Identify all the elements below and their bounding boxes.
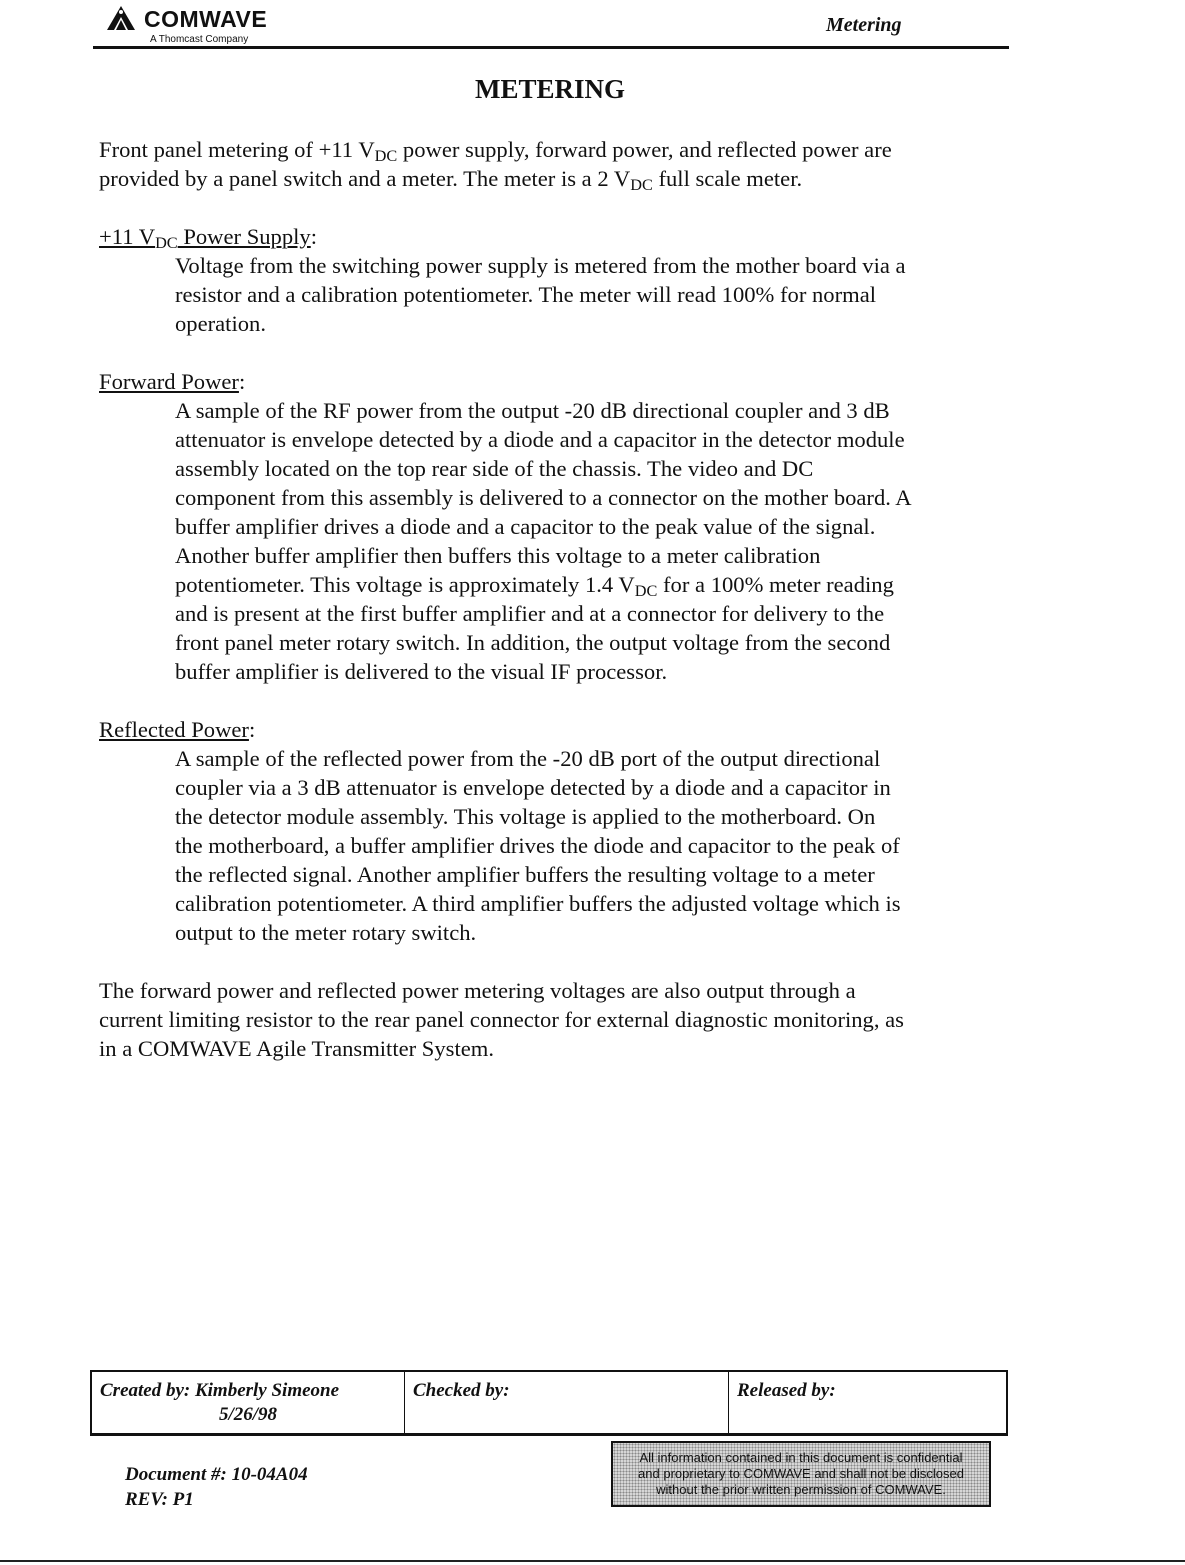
created-by-cell: Created by: Kimberly Simeone 5/26/98 <box>92 1372 405 1433</box>
footer-divider <box>0 1560 1185 1562</box>
forward-power-paragraph: A sample of the RF power from the output -20 dB directional coupler and 3 dB attenuator is envelope detected by a diode and a capacitor in the detector module assembly located on the top rear side of the chassis. The video and DC component from this assembly is delivered to a connector on the mother board. A buffer amplifier drives a diode and a capacitor to the peak value of the signal. Another buffer amplifier then buffers this voltage to a meter calibration potentiometer. This voltage is approximately 1.4 $V_{DC}$ for a 100% meter reading and is present at the first buffer amplifier and at a connector for delivery to the front panel meter rotary switch. In addition, the output voltage from the second buffer amplifier is delivered to the visual IF processor. <box>175 398 912 684</box>
header-divider <box>93 46 1009 49</box>
document-revision: REV: P1 <box>125 1489 194 1510</box>
section-name: Metering <box>826 14 902 36</box>
reflected-power-heading: Reflected Power: <box>99 717 256 742</box>
power-supply-paragraph: Voltage from the switching power supply is metered from the mother board via a resistor and a calibration potentiometer. The meter will read 100% for normal operation. <box>175 253 906 336</box>
checked-by-cell: Checked by: <box>405 1372 729 1433</box>
logo-subtitle: A Thomcast Company <box>150 34 249 45</box>
document-number: Document #: 10-04A04 <box>125 1464 308 1485</box>
forward-power-heading: Forward Power: <box>99 369 246 394</box>
created-date: 5/26/98 <box>218 1404 278 1425</box>
logo-text: COMWAVE <box>144 5 268 32</box>
signoff-table <box>90 1370 1008 1436</box>
closing-paragraph: The forward power and reflected power metering voltages are also output through a current limiting resistor to the rear panel connector for external diagnostic monitoring, as in a COMWAVE Agile Transmitter System. <box>99 978 904 1061</box>
company-logo <box>104 4 267 45</box>
document-body <box>99 135 1019 1063</box>
reflected-power-paragraph: A sample of the reflected power from the -20 dB port of the output directional coupler via a 3 dB attenuator is envelope detected by a diode and a capacitor in the detector module assembly. This voltage is applied to the motherboard. On the motherboard, a buffer amplifier drives the diode and capacitor to the peak of the reflected signal. Another amplifier buffers the resulting voltage to a meter calibration potentiometer. A third amplifier buffers the adjusted voltage which is output to the meter rotary switch. <box>175 746 901 945</box>
intro-paragraph: Front panel metering of +11 $V_{DC}$ power supply, forward power, and reflected power are provided by a panel switch and a meter. The meter is a 2 $V_{DC}$ full scale meter. <box>99 137 892 195</box>
power-supply-heading: +11 $V_{DC}$ Power Supply: <box>99 224 318 253</box>
comwave-logo-icon <box>104 4 138 34</box>
document-info <box>125 1462 308 1512</box>
released-by-cell: Released by: <box>737 1380 836 1401</box>
confidentiality-notice: All information contained in this document is confidential and proprietary to COMWAVE and shall not be disclosed without the prior written permission of COMWAVE. <box>611 1441 991 1507</box>
page-title: METERING <box>474 74 626 104</box>
